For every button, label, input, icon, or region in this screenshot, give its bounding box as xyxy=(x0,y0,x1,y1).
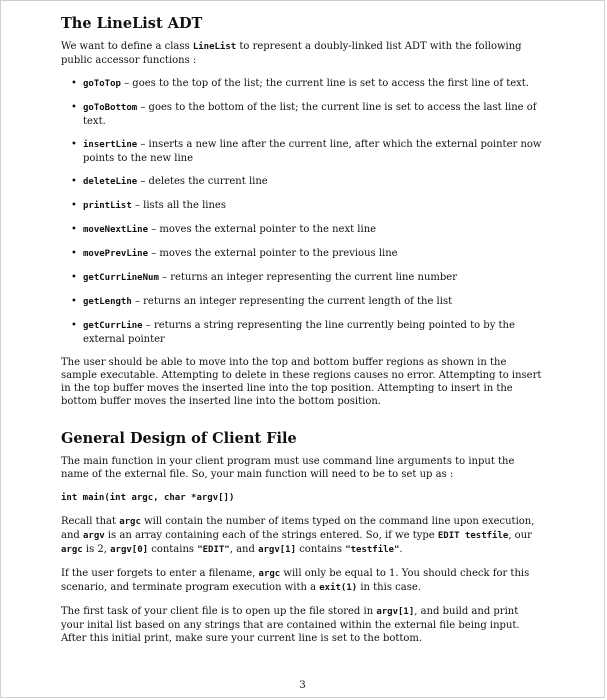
list-item: • goToTop – goes to the top of the list; the current line is set to access the first line of text. xyxy=(71,78,529,89)
function-list xyxy=(61,77,542,346)
intro-paragraph: We want to define a class LineList to represent a doubly-linked list ADT with the following public accessor functions : xyxy=(61,41,522,66)
list-item: • moveNextLine – moves the external pointer to the next line xyxy=(71,224,377,235)
list-item: • getLength – returns an integer representing the current length of the list xyxy=(71,296,453,307)
main-signature: int main(int argc, char *argv[]) xyxy=(61,493,235,503)
main-function-paragraph: The main function in your client program must use command line arguments to input the name of the external file. So, your main function will need to be to set up as : xyxy=(61,456,515,480)
class-name-code: LineList xyxy=(192,42,237,52)
list-item: • printList – lists all the lines xyxy=(71,200,226,211)
list-item: • goToBottom – goes to the bottom of the list; the current line is set to access the last line of text. xyxy=(71,102,537,127)
argc-argv-paragraph: Recall that argc will contain the number of items typed on the command line upon execution, and argv is an array containing each of the strings entered. So, if we type EDIT testfile, our argc is 2, argv[0] contains "EDIT", and argv[1] contains "testfile". xyxy=(61,516,535,555)
page-number: 3 xyxy=(299,680,306,691)
section-title-client-file: General Design of Client File xyxy=(61,430,297,447)
list-item: • getCurrLine – returns a string representing the line currently being pointed to by the external pointer xyxy=(71,320,515,345)
buffer-paragraph: The user should be able to move into the top and bottom buffer regions as shown in the sample executable. Attempting to delete in these regions causes no error. Attempting to insert in the top buffer moves the inserted line into the top position. Attempting to insert in the bottom buffer moves the inserted line into the bottom position. xyxy=(61,357,542,407)
filename-check-paragraph: If the user forgets to enter a filename, argc will only be equal to 1. You should check for this scenario, and terminate program execution with a exit(1) in this case. xyxy=(61,568,530,593)
list-item: • deleteLine – deletes the current line xyxy=(71,176,268,187)
section-title-linelist-adt: The LineList ADT xyxy=(61,15,203,32)
list-item: • movePrevLine – moves the external pointer to the previous line xyxy=(71,248,398,259)
list-item: • getCurrLineNum – returns an integer representing the current line number xyxy=(71,272,457,283)
list-item: • insertLine – inserts a new line after the current line, after which the external pointer now points to the new line xyxy=(71,139,542,164)
first-task-paragraph: The first task of your client file is to open up the file stored in argv[1], and build and print your inital list based on any strings that are contained within the external file being input. After this initial print, make sure your current line is set to the bottom. xyxy=(61,606,520,644)
